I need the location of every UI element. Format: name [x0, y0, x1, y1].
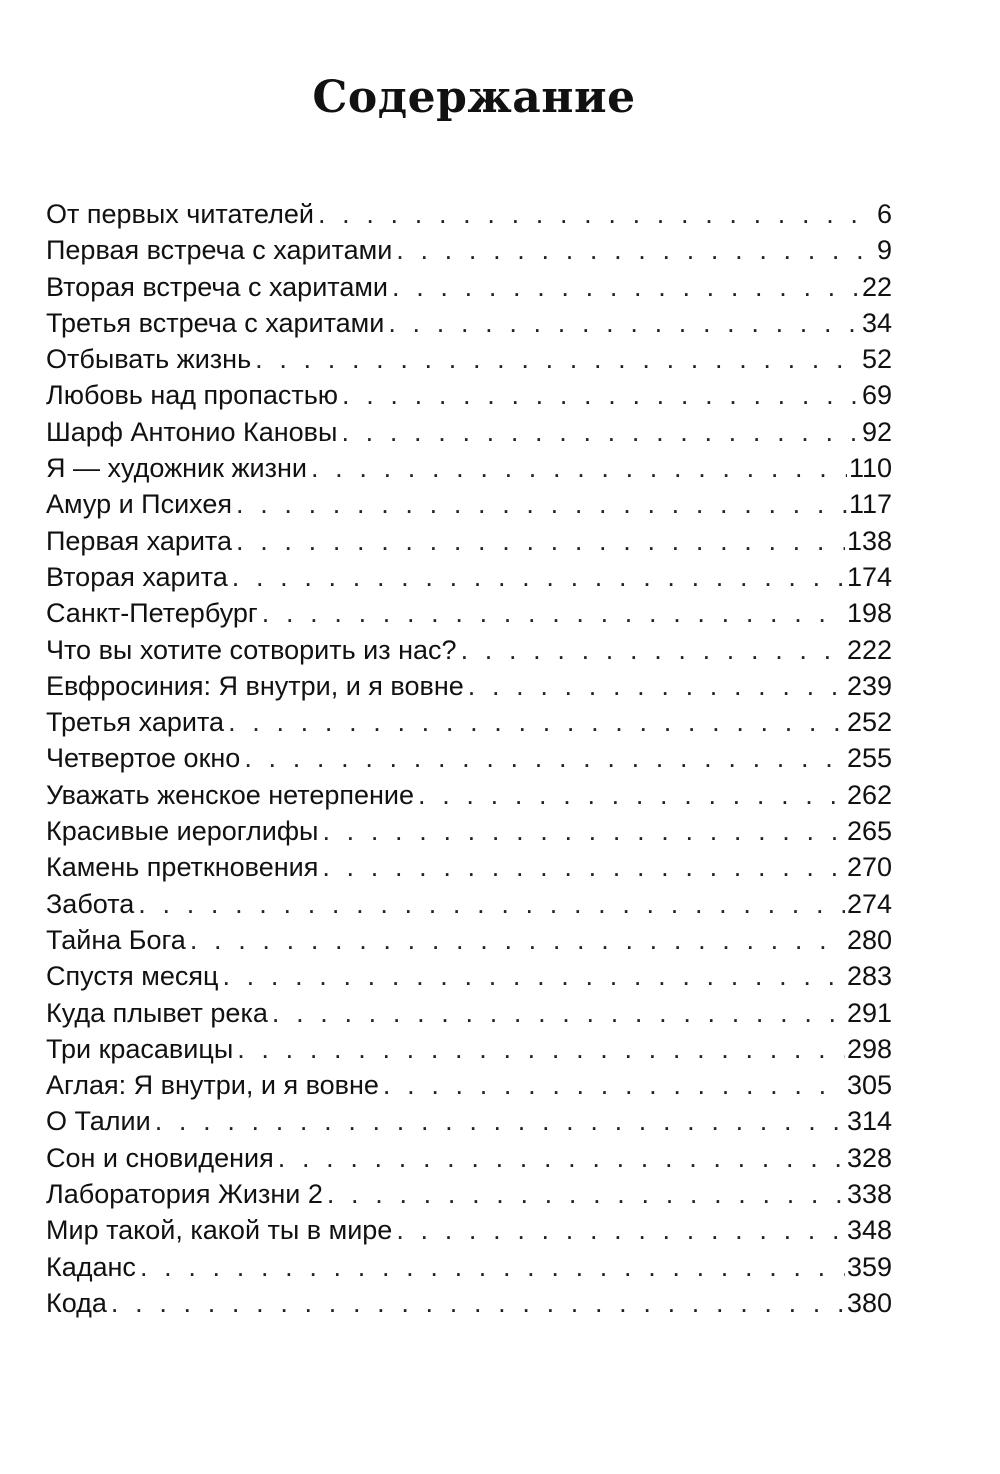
- dot-leader: [322, 852, 845, 883]
- toc-entry: [46, 780, 892, 816]
- dot-leader: [236, 489, 847, 520]
- toc-entry: [46, 889, 892, 925]
- toc-entry: [46, 1179, 892, 1215]
- toc-entry-page-number: 138: [846, 525, 892, 556]
- toc-entry: [46, 1143, 892, 1179]
- toc-entry-title: Спустя месяц: [46, 961, 219, 992]
- dot-leader: [418, 780, 845, 811]
- toc-entry-title: Забота: [46, 888, 135, 919]
- toc-entry: [46, 453, 892, 489]
- dot-leader: [311, 453, 847, 484]
- dot-leader: [244, 743, 845, 774]
- toc-entry-page-number: 359: [846, 1251, 892, 1282]
- dot-leader: [236, 526, 845, 557]
- toc-entry: [46, 489, 892, 525]
- toc-entry: [46, 199, 892, 235]
- dot-leader: [232, 562, 845, 593]
- toc-entry-title: Шарф Антонио Кановы: [46, 416, 338, 447]
- dot-leader: [392, 272, 860, 303]
- toc-entry-page-number: 280: [846, 924, 892, 955]
- toc-entry-page-number: 265: [846, 816, 892, 847]
- toc-entry-title: Амур и Психея: [46, 489, 232, 520]
- dot-leader: [155, 1106, 845, 1137]
- dot-leader: [255, 344, 860, 375]
- dot-leader: [190, 925, 845, 956]
- toc-entry-page-number: 22: [861, 271, 892, 302]
- dot-leader: [228, 707, 845, 738]
- toc-entry: [46, 235, 892, 271]
- toc-entry-page-number: 298: [846, 1033, 892, 1064]
- dot-leader: [322, 816, 844, 847]
- toc-entry-title: Третья харита: [46, 707, 225, 738]
- toc-entry-title: Первая харита: [46, 525, 233, 556]
- toc-entry: [46, 344, 892, 380]
- dot-leader: [396, 1215, 845, 1246]
- dot-leader: [138, 889, 845, 920]
- toc-entry-page-number: 283: [846, 961, 892, 992]
- toc-entry-title: Третья встреча с харитами: [46, 307, 385, 338]
- toc-entry-page-number: 270: [846, 852, 892, 883]
- dot-leader: [468, 671, 845, 702]
- toc-entry-page-number: 92: [861, 416, 892, 447]
- toc-entry-title: Камень преткновения: [46, 852, 319, 883]
- dot-leader: [272, 998, 845, 1029]
- toc-entry: [46, 1070, 892, 1106]
- toc-entry: [46, 562, 892, 598]
- toc-entry-title: Кода: [46, 1287, 107, 1318]
- toc-entry: [46, 308, 892, 344]
- toc-entry-title: Красивые иероглифы: [46, 816, 319, 847]
- toc-entry-title: Я — художник жизни: [46, 453, 307, 484]
- dot-leader: [383, 1070, 845, 1101]
- toc-entry: [46, 961, 892, 997]
- toc-entry-title: Мир такой, какой ты в мире: [46, 1215, 393, 1246]
- toc-entry: [46, 380, 892, 416]
- toc-entry-title: Четвертое окно: [46, 743, 241, 774]
- toc-entry-title: Первая встреча с харитами: [46, 235, 393, 266]
- toc-entry-title: Что вы хотите сотворить из нас?: [46, 634, 457, 665]
- toc-entry-page-number: 34: [861, 307, 892, 338]
- toc-entry-page-number: 174: [846, 561, 892, 592]
- toc-entry: [46, 1288, 892, 1324]
- toc-entry-page-number: 9: [876, 235, 892, 266]
- page-title: Содержание: [312, 72, 636, 123]
- toc-entry: [46, 998, 892, 1034]
- toc-entry-page-number: 110: [848, 453, 892, 484]
- toc-entry-title: Уважать женское нетерпение: [46, 779, 415, 810]
- toc-entry-title: Сон и сновидения: [46, 1142, 274, 1173]
- toc-entry-title: О Талии: [46, 1106, 151, 1137]
- toc-entry-title: Евфросиния: Я внутри, и я вовне: [46, 670, 464, 701]
- toc-entry: [46, 707, 892, 743]
- toc-entry: [46, 1215, 892, 1251]
- toc-entry-title: Тайна Бога: [46, 924, 186, 955]
- toc-entry-page-number: 348: [846, 1215, 892, 1246]
- dot-leader: [111, 1288, 845, 1319]
- toc-entry-page-number: 239: [846, 670, 892, 701]
- toc-entry: [46, 417, 892, 453]
- toc-entry: [46, 743, 892, 779]
- toc-entry-title: Три красавицы: [46, 1033, 234, 1064]
- dot-leader: [396, 235, 875, 266]
- dot-leader: [388, 308, 860, 339]
- dot-leader: [140, 1252, 845, 1283]
- toc-entry-page-number: 252: [846, 707, 892, 738]
- toc-entry-page-number: 274: [846, 888, 892, 919]
- toc-entry-title: Лаборатория Жизни 2: [46, 1179, 323, 1210]
- toc-entry-title: Любовь над пропастью: [46, 380, 339, 411]
- toc-entry-title: Санкт-Петербург: [46, 598, 258, 629]
- toc-entry: [46, 1106, 892, 1142]
- toc-entry: [46, 816, 892, 852]
- table-of-contents: [46, 199, 892, 1324]
- toc-entry-page-number: 338: [846, 1179, 892, 1210]
- toc-entry: [46, 1034, 892, 1070]
- toc-entry-title: Каданс: [46, 1251, 136, 1282]
- toc-entry-page-number: 222: [846, 634, 892, 665]
- toc-entry-title: Аглая: Я внутри, и я вовне: [46, 1070, 379, 1101]
- toc-entry-page-number: 291: [846, 997, 892, 1028]
- toc-entry-page-number: 69: [861, 380, 892, 411]
- toc-entry-page-number: 328: [846, 1142, 892, 1173]
- dot-leader: [222, 961, 844, 992]
- dot-leader: [327, 1179, 845, 1210]
- toc-entry: [46, 1252, 892, 1288]
- dot-leader: [237, 1034, 845, 1065]
- dot-leader: [461, 635, 845, 666]
- toc-entry: [46, 598, 892, 634]
- toc-entry: [46, 852, 892, 888]
- toc-entry-page-number: 262: [846, 779, 892, 810]
- toc-entry-page-number: 380: [846, 1287, 892, 1318]
- dot-leader: [341, 417, 860, 448]
- toc-entry-page-number: 305: [846, 1070, 892, 1101]
- toc-entry: [46, 526, 892, 562]
- toc-entry-page-number: 52: [861, 344, 892, 375]
- toc-entry: [46, 635, 892, 671]
- toc-entry: [46, 272, 892, 308]
- toc-entry-title: Вторая встреча с харитами: [46, 271, 389, 302]
- toc-entry-page-number: 255: [846, 743, 892, 774]
- dot-leader: [262, 598, 845, 629]
- toc-entry-page-number: 117: [848, 489, 892, 520]
- toc-entry-page-number: 198: [846, 598, 892, 629]
- toc-entry-page-number: 6: [876, 199, 892, 229]
- toc-entry-title: Куда плывет река: [46, 997, 268, 1028]
- dot-leader: [318, 199, 875, 230]
- dot-leader: [342, 380, 860, 411]
- toc-entry-title: Отбывать жизнь: [46, 344, 252, 375]
- toc-entry-title: От первых читателей: [46, 199, 314, 229]
- toc-entry-page-number: 314: [846, 1106, 892, 1137]
- toc-entry: [46, 671, 892, 707]
- toc-entry: [46, 925, 892, 961]
- dot-leader: [278, 1143, 845, 1174]
- toc-entry-title: Вторая харита: [46, 561, 228, 592]
